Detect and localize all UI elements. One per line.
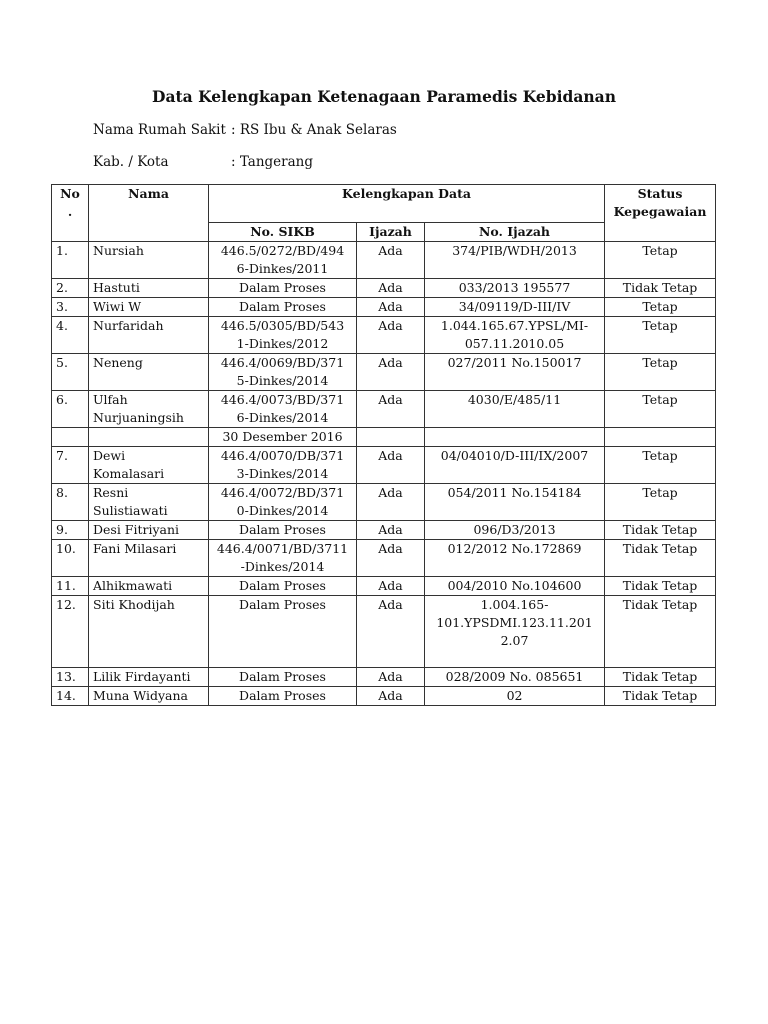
cell-sikb: 446.4/0069/BD/371 5-Dinkes/2014	[209, 354, 357, 391]
cell-status: Tetap	[605, 354, 716, 391]
cell-ijazah: Ada	[357, 687, 425, 706]
cell-ijazah: Ada	[357, 521, 425, 540]
cell-ijazah: Ada	[357, 298, 425, 317]
cell-no-ijazah: 374/PIB/WDH/2013	[425, 242, 605, 279]
cell-sikb: Dalam Proses	[209, 521, 357, 540]
cell-status: Tetap	[605, 447, 716, 484]
cell-ijazah	[357, 428, 425, 447]
info-city	[93, 154, 313, 170]
cell-no-ijazah: 028/2009 No. 085651	[425, 668, 605, 687]
cell-nama: Alhikmawati	[89, 577, 209, 596]
cell-sikb: Dalam Proses	[209, 687, 357, 706]
cell-ijazah: Ada	[357, 596, 425, 668]
cell-nama: Desi Fitriyani	[89, 521, 209, 540]
cell-status: Tetap	[605, 298, 716, 317]
info-hospital-label: Nama Rumah Sakit	[93, 122, 226, 138]
table-row	[52, 540, 716, 577]
cell-status: Tidak Tetap	[605, 687, 716, 706]
cell-sikb: 446.5/0305/BD/543 1-Dinkes/2012	[209, 317, 357, 354]
cell-no: 9.	[52, 521, 89, 540]
cell-nama: Muna Widyana	[89, 687, 209, 706]
header-status: Status Kepegawaian	[605, 185, 716, 242]
cell-status: Tidak Tetap	[605, 279, 716, 298]
cell-ijazah: Ada	[357, 317, 425, 354]
cell-nama: Lilik Firdayanti	[89, 668, 209, 687]
cell-ijazah: Ada	[357, 391, 425, 428]
cell-sikb: 446.4/0072/BD/371 0-Dinkes/2014	[209, 484, 357, 521]
cell-no: 5.	[52, 354, 89, 391]
cell-no-ijazah: 4030/E/485/11	[425, 391, 605, 428]
info-hospital-value: : RS Ibu & Anak Selaras	[231, 122, 397, 138]
staff-data-table	[51, 184, 716, 706]
cell-nama: Resni Sulistiawati	[89, 484, 209, 521]
table-row	[52, 391, 716, 428]
cell-no: 4.	[52, 317, 89, 354]
cell-status: Tidak Tetap	[605, 668, 716, 687]
header-nama: Nama	[89, 185, 209, 242]
cell-sikb: Dalam Proses	[209, 668, 357, 687]
cell-no: 13.	[52, 668, 89, 687]
cell-status: Tetap	[605, 317, 716, 354]
cell-nama: Nursiah	[89, 242, 209, 279]
table-row	[52, 354, 716, 391]
table-body	[52, 242, 716, 706]
table-row	[52, 447, 716, 484]
cell-ijazah: Ada	[357, 540, 425, 577]
cell-no: 2.	[52, 279, 89, 298]
cell-status: Tidak Tetap	[605, 540, 716, 577]
cell-ijazah: Ada	[357, 668, 425, 687]
cell-no-ijazah: 34/09119/D-III/IV	[425, 298, 605, 317]
cell-sikb: 446.4/0070/DB/371 3-Dinkes/2014	[209, 447, 357, 484]
cell-status: Tetap	[605, 391, 716, 428]
cell-ijazah: Ada	[357, 354, 425, 391]
cell-nama: Siti Khodijah	[89, 596, 209, 668]
info-city-value: : Tangerang	[231, 154, 314, 170]
cell-status: Tetap	[605, 484, 716, 521]
header-no-ijazah: No. Ijazah	[425, 223, 605, 242]
cell-no-ijazah: 027/2011 No.150017	[425, 354, 605, 391]
cell-nama: Fani Milasari	[89, 540, 209, 577]
cell-nama: Wiwi W	[89, 298, 209, 317]
cell-no-ijazah: 004/2010 No.104600	[425, 577, 605, 596]
table-row	[52, 242, 716, 279]
cell-no: 11.	[52, 577, 89, 596]
document-title: Data Kelengkapan Ketenagaan Paramedis Kebidanan	[152, 87, 616, 106]
cell-no-ijazah: 02	[425, 687, 605, 706]
table-row	[52, 484, 716, 521]
table-row	[52, 668, 716, 687]
cell-sikb: 446.4/0073/BD/371 6-Dinkes/2014	[209, 391, 357, 428]
cell-status: Tetap	[605, 242, 716, 279]
table-row	[52, 428, 716, 447]
info-city-label: Kab. / Kota	[93, 154, 169, 170]
cell-no: 12.	[52, 596, 89, 668]
cell-no-ijazah: 012/2012 No.172869	[425, 540, 605, 577]
cell-sikb: 446.4/0071/BD/3711 -Dinkes/2014	[209, 540, 357, 577]
cell-nama	[89, 428, 209, 447]
cell-ijazah: Ada	[357, 484, 425, 521]
cell-no	[52, 428, 89, 447]
header-no: No .	[52, 185, 89, 242]
cell-sikb: Dalam Proses	[209, 596, 357, 668]
cell-status: Tidak Tetap	[605, 577, 716, 596]
cell-ijazah: Ada	[357, 577, 425, 596]
cell-no-ijazah: 1.044.165.67.YPSL/MI- 057.11.2010.05	[425, 317, 605, 354]
cell-nama: Hastuti	[89, 279, 209, 298]
table-row	[52, 279, 716, 298]
cell-nama: Nurfaridah	[89, 317, 209, 354]
cell-status	[605, 428, 716, 447]
cell-no: 6.	[52, 391, 89, 428]
cell-ijazah: Ada	[357, 242, 425, 279]
cell-no: 8.	[52, 484, 89, 521]
cell-no: 7.	[52, 447, 89, 484]
cell-sikb: Dalam Proses	[209, 298, 357, 317]
cell-ijazah: Ada	[357, 447, 425, 484]
table-row	[52, 521, 716, 540]
header-ijazah: Ijazah	[357, 223, 425, 242]
cell-status: Tidak Tetap	[605, 596, 716, 668]
cell-nama: Neneng	[89, 354, 209, 391]
cell-status: Tidak Tetap	[605, 521, 716, 540]
cell-no-ijazah: 096/D3/2013	[425, 521, 605, 540]
info-hospital	[93, 122, 397, 138]
table-row	[52, 298, 716, 317]
table-row	[52, 687, 716, 706]
cell-nama: Ulfah Nurjuaningsih	[89, 391, 209, 428]
cell-no-ijazah: 054/2011 No.154184	[425, 484, 605, 521]
header-kelengkapan: Kelengkapan Data	[209, 185, 605, 223]
cell-no-ijazah: 04/04010/D-III/IX/2007	[425, 447, 605, 484]
cell-sikb: Dalam Proses	[209, 577, 357, 596]
cell-sikb: 30 Desember 2016	[209, 428, 357, 447]
cell-sikb: Dalam Proses	[209, 279, 357, 298]
table-row	[52, 317, 716, 354]
cell-ijazah: Ada	[357, 279, 425, 298]
cell-no: 10.	[52, 540, 89, 577]
cell-no: 3.	[52, 298, 89, 317]
cell-no-ijazah	[425, 428, 605, 447]
cell-sikb: 446.5/0272/BD/494 6-Dinkes/2011	[209, 242, 357, 279]
cell-no-ijazah: 033/2013 195577	[425, 279, 605, 298]
cell-no-ijazah: 1.004.165- 101.YPSDMI.123.11.201 2.07	[425, 596, 605, 668]
table-row	[52, 596, 716, 668]
cell-no: 1.	[52, 242, 89, 279]
table-row	[52, 577, 716, 596]
header-sikb: No. SIKB	[209, 223, 357, 242]
cell-nama: Dewi Komalasari	[89, 447, 209, 484]
cell-no: 14.	[52, 687, 89, 706]
